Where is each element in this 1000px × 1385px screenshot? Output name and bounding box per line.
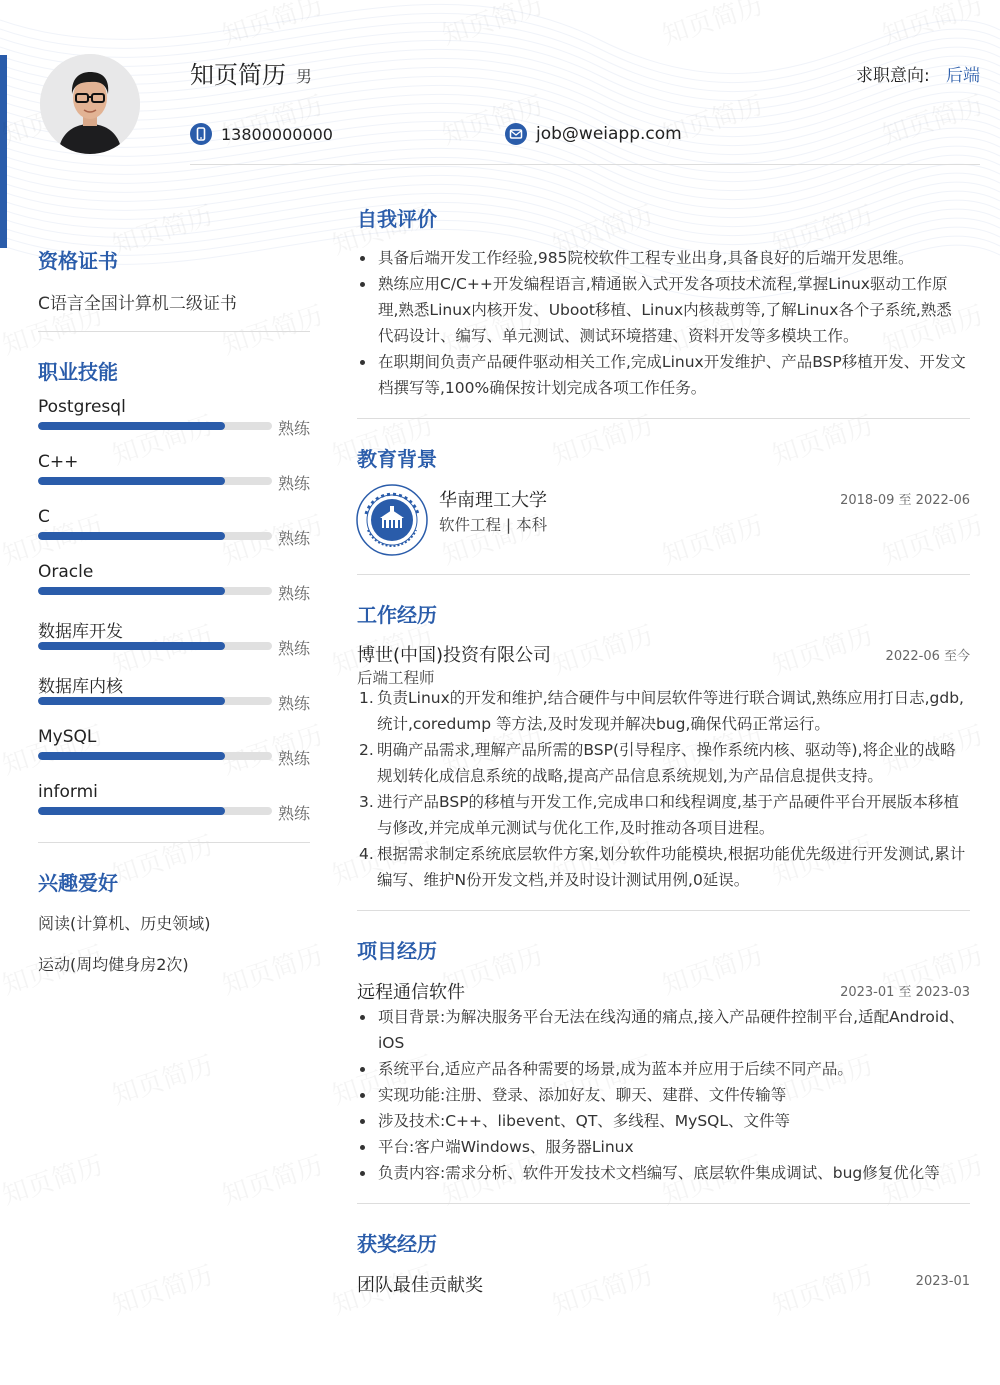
skill-bar [38,422,272,430]
divider [38,331,310,332]
skill-bar [38,807,272,815]
hobby-item: 阅读(计算机、历史领域) [38,914,211,933]
skill-bar-fill [38,697,225,705]
watermark-text [107,1255,217,1322]
award-date: 2023-01 [915,1274,970,1289]
skill-level: 熟练 [278,584,311,603]
watermark-text [107,825,217,892]
watermark-text [657,935,767,1002]
award-name: 团队最佳贡献奖 [357,1275,483,1296]
skill-bar-fill [38,807,225,815]
job-intent-value: 后端 [946,66,980,86]
accent-side-bar [0,55,7,248]
watermark-text [767,405,877,472]
skill-level: 熟练 [278,529,311,548]
list-item: 负责内容:需求分析、软件开发技术文档编写、底层软件集成调试、bug修复优化等 [357,1160,969,1186]
awards-title: 获奖经历 [357,1232,437,1256]
skill-name: C++ [38,452,79,472]
skill-bar-fill [38,752,225,760]
header-divider [190,164,980,165]
skill-level: 熟练 [278,749,311,768]
list-item: 2. 明确产品需求,理解产品所需的BSP(引导程序、操作系统内核、驱动等),将企业的战略规划转化成信息系统的战略,提高产品信息系统规划,为产品信息提供支持。 [359,741,956,785]
education-date: 2018-09 至 2022-06 [840,493,970,508]
list-item: 项目背景:为解决服务平台无法在线沟通的痛点,接入产品硬件控制平台,适配Android、iOS [357,1004,969,1056]
watermark-text [547,615,657,682]
skill-bar [38,587,272,595]
work-title: 工作经历 [357,603,437,627]
skill-bar [38,642,272,650]
skill-bar-fill [38,587,225,595]
school-emblem-icon [356,484,428,556]
watermark-text [767,1255,877,1322]
list-item: 4. 根据需求制定系统底层软件方案,划分软件功能模块,根据功能优先级进行开发测试,累计编写、维护N份开发文档,并及时设计测试用例,0延误。 [359,845,966,889]
watermark-text [877,505,987,572]
school-name: 华南理工大学 [439,490,547,511]
avatar [40,54,140,154]
phone-icon [190,123,212,145]
cert-section-title: 资格证书 [38,249,118,273]
list-item: 在职期间负责产品硬件驱动相关工作,完成Linux开发维护、产品BSP移植开发、开发文档撰写等,100%确保按计划完成各项工作任务。 [357,349,967,401]
skill-level: 熟练 [278,694,311,713]
candidate-gender: 男 [296,67,313,86]
candidate-name: 知页简历 [190,61,286,89]
skills-section-title: 职业技能 [38,360,118,384]
phone-number: 13800000000 [221,125,333,144]
project-name: 远程通信软件 [357,982,465,1003]
skill-name: informi [38,782,98,802]
skill-level: 熟练 [278,419,311,438]
work-duty-list [357,685,969,893]
skill-name: Oracle [38,562,94,582]
project-detail-list [357,1004,969,1186]
skill-bar-fill [38,642,225,650]
hobby-item: 运动(周均健身房2次) [38,955,189,974]
watermark-text [767,615,877,682]
skill-bar [38,532,272,540]
list-item: 具备后端开发工作经验,985院校软件工程专业出身,具备良好的后端开发思维。 [357,245,967,271]
list-item: 平台:客户端Windows、服务器Linux [357,1134,969,1160]
list-item: 系统平台,适应产品各种需要的场景,成为蓝本并应用于后续不同产品。 [357,1056,969,1082]
divider [357,1203,970,1204]
background-wave-line [0,184,1000,253]
divider [357,574,970,575]
skill-bar-fill [38,422,225,430]
skill-name: MySQL [38,727,97,747]
skill-name: C [38,507,50,527]
watermark-text [217,715,327,782]
watermark-text [217,935,327,1002]
skill-bar [38,752,272,760]
skill-bar [38,697,272,705]
job-position: 后端工程师 [357,669,435,687]
skill-name: Postgresql [38,397,126,417]
project-date: 2023-01 至 2023-03 [840,985,970,1000]
mail-icon [505,123,527,145]
project-title: 项目经历 [357,939,437,963]
job-intent-label: 求职意向: [856,66,930,86]
self-eval-list [357,245,967,401]
skill-bar-fill [38,532,225,540]
list-item: 涉及技术:C++、libevent、QT、多线程、MySQL、文件等 [357,1108,969,1134]
skill-level: 熟练 [278,474,311,493]
school-major: 软件工程 | 本科 [439,516,548,534]
watermark-text [547,405,657,472]
list-item: 熟练应用C/C++开发编程语言,精通嵌入式开发各项技术流程,掌握Linux驱动工作原理,熟悉Linux内核开发、Uboot移植、Linux内核裁剪等,了解Linux各个子系统,熟悉代码设计、编写、单元测试、测试环境搭建、资料开发等多模块工作。 [357,271,967,349]
skill-name: 数据库开发 [38,622,123,642]
watermark-text [0,715,107,782]
watermark-text [547,1255,657,1322]
skill-name: 数据库内核 [38,677,123,697]
list-item: 实现功能:注册、登录、添加好友、聊天、建群、文件传输等 [357,1082,969,1108]
divider [357,910,970,911]
skill-bar [38,477,272,485]
list-item: 1. 负责Linux的开发和维护,结合硬件与中间层软件等进行联合调试,熟练应用打日志,gdb,统计,coredump 等方法,及时发现并解决bug,确保代码正常运行。 [359,689,964,733]
education-title: 教育背景 [357,447,437,471]
hobby-section-title: 兴趣爱好 [38,871,118,895]
cert-item: C语言全国计算机二级证书 [38,294,237,314]
divider [38,842,310,843]
watermark-text [217,1145,327,1212]
skill-bar-fill [38,477,225,485]
email-address: job@weiapp.com [536,124,682,144]
company-name: 博世(中国)投资有限公司 [357,645,552,666]
watermark-text [0,1145,107,1212]
work-date: 2022-06 至今 [885,649,970,664]
self-eval-title: 自我评价 [357,207,437,231]
watermark-text [107,1045,217,1112]
skill-level: 熟练 [278,639,311,658]
skill-level: 熟练 [278,804,311,823]
divider [357,418,970,419]
watermark-text [657,505,767,572]
list-item: 3. 进行产品BSP的移植与开发工作,完成串口和线程调度,基于产品硬件平台开展版本移植与修改,并完成单元测试与优化工作,及时推动各项目进程。 [359,793,959,837]
